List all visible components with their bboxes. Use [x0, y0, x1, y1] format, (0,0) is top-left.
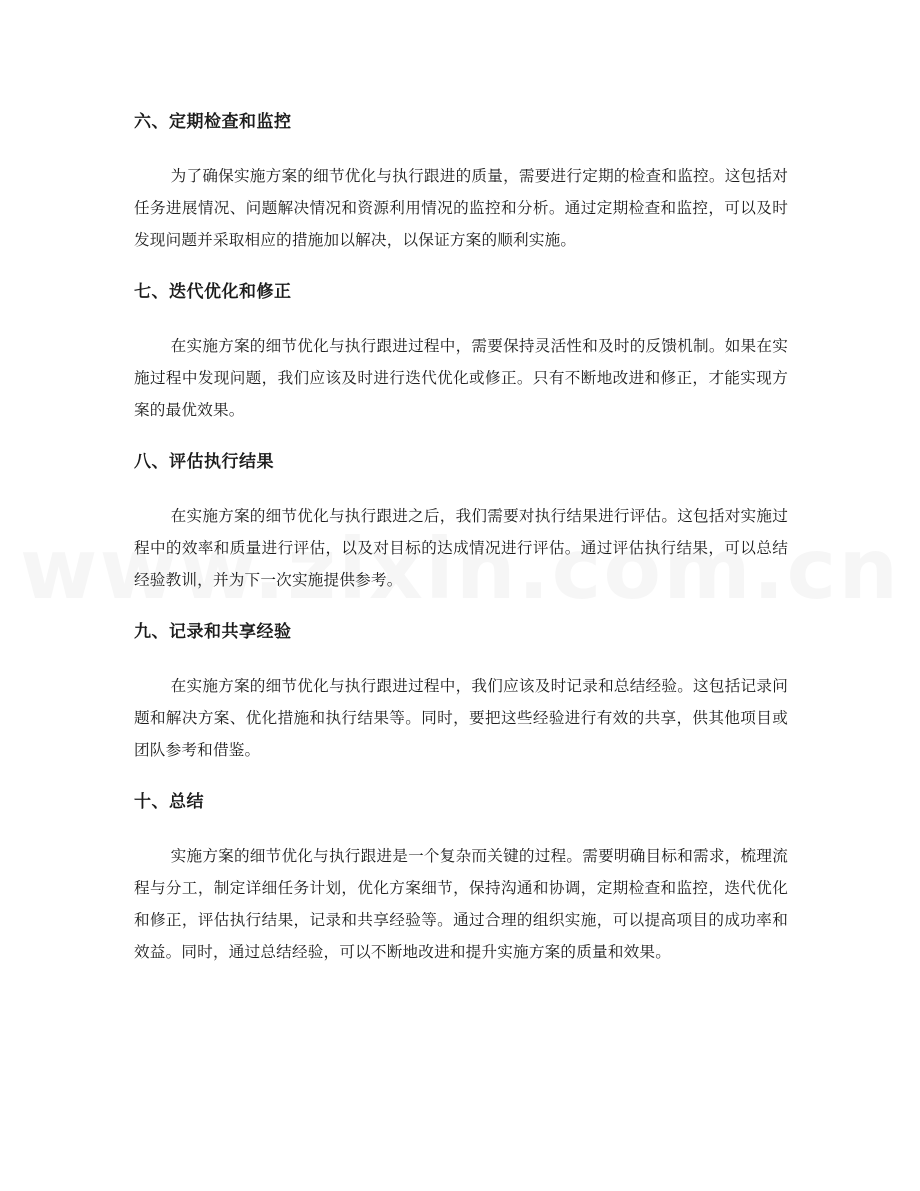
section-paragraph: 实施方案的细节优化与执行跟进是一个复杂而关键的过程。需要明确目标和需求，梳理流程与分工，制定详细任务计划，优化方案细节，保持沟通和协调，定期检查和监控，迭代优化和修正，评估执行结果，记录和共享经验等。通过合理的组织实施，可以提高项目的成功率和效益。同时，通过总结经验，可以不断地改进和提升实施方案的质量和效果。: [134, 847, 788, 961]
section-6: [134, 106, 788, 256]
section-8: [134, 446, 788, 596]
section-paragraph: 为了确保实施方案的细节优化与执行跟进的质量，需要进行定期的检查和监控。这包括对任务进展情况、问题解决情况和资源利用情况的监控和分析。通过定期检查和监控，可以及时发现问题并采取相应的措施加以解决，以保证方案的顺利实施。: [134, 167, 788, 249]
section-heading: 八、评估执行结果: [134, 452, 274, 472]
section-heading: 十、总结: [134, 792, 204, 812]
section-heading: 六、定期检查和监控: [134, 112, 292, 132]
section-9: [134, 616, 788, 766]
section-paragraph: 在实施方案的细节优化与执行跟进之后，我们需要对执行结果进行评估。这包括对实施过程中的效率和质量进行评估，以及对目标的达成情况进行评估。通过评估执行结果，可以总结经验教训，并为下一次实施提供参考。: [134, 507, 788, 589]
section-heading: 九、记录和共享经验: [134, 622, 292, 642]
section-heading: 七、迭代优化和修正: [134, 282, 292, 302]
section-7: [134, 276, 788, 426]
section-paragraph: 在实施方案的细节优化与执行跟进过程中，需要保持灵活性和及时的反馈机制。如果在实施过程中发现问题，我们应该及时进行迭代优化或修正。只有不断地改进和修正，才能实现方案的最优效果。: [134, 337, 788, 419]
section-paragraph: 在实施方案的细节优化与执行跟进过程中，我们应该及时记录和总结经验。这包括记录问题和解决方案、优化措施和执行结果等。同时，要把这些经验进行有效的共享，供其他项目或团队参考和借鉴。: [134, 677, 788, 759]
section-10: [134, 786, 788, 968]
